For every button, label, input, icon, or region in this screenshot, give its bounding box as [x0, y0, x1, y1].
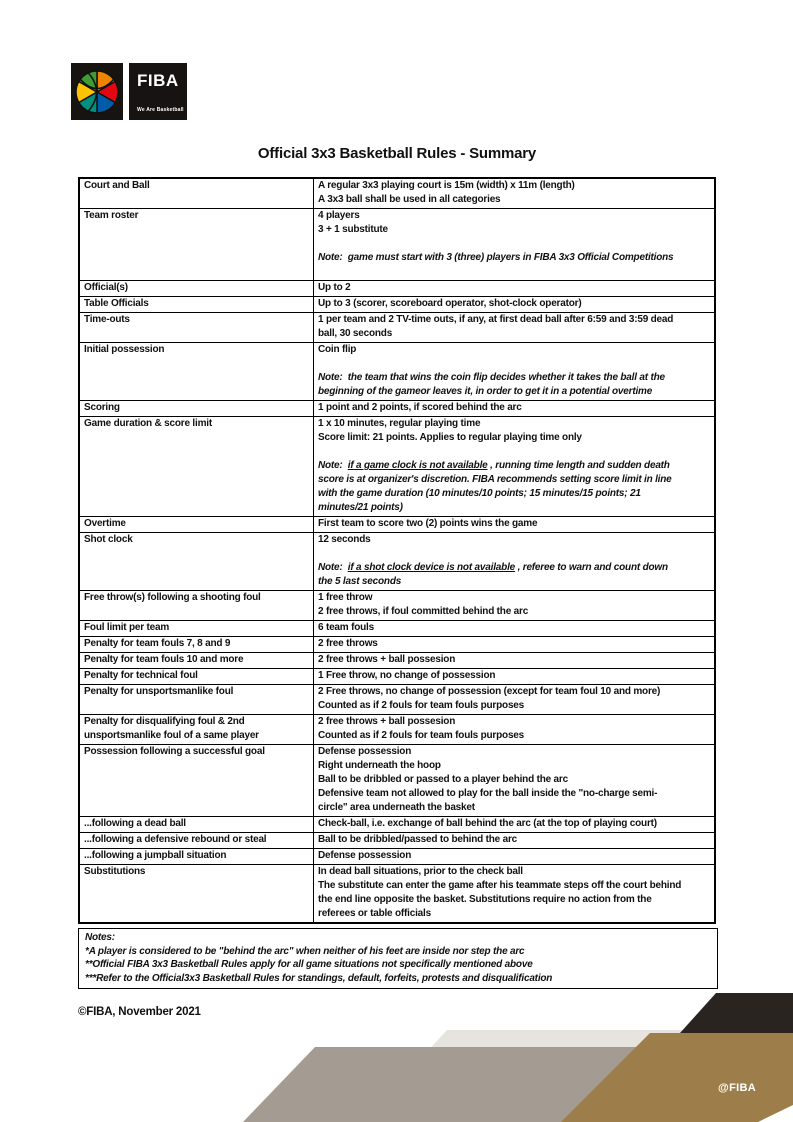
rule-text-line [318, 265, 710, 279]
rule-text-line: circle" area underneath the basket [318, 802, 475, 813]
table-row [79, 417, 715, 517]
rule-text-line: 2 free throws + ball possesion [318, 654, 456, 665]
page-title: Official 3x3 Basketball Rules - Summary [257, 145, 537, 162]
rule-value [314, 669, 716, 685]
table-row [79, 517, 715, 533]
notes-box [78, 928, 718, 989]
rule-text-line: A 3x3 ball shall be used in all categories [318, 194, 501, 205]
rule-label: Free throw(s) following a shooting foul [79, 591, 314, 621]
table-row [79, 297, 715, 313]
rule-text-line: First team to score two (2) points wins the game [318, 518, 538, 529]
fiba-logo-tagline: We Are Basketball [137, 107, 184, 113]
rule-label: Possession following a successful goal [79, 745, 314, 817]
rule-text-line: Note: if a game clock is not available , running time length and sudden death [318, 460, 670, 471]
rule-value [314, 685, 716, 715]
rule-value [314, 833, 716, 849]
rule-value [314, 533, 716, 591]
table-row [79, 343, 715, 401]
rule-label: Penalty for unsportsmanlike foul [79, 685, 314, 715]
table-row [79, 817, 715, 833]
footer-decoration [0, 990, 793, 1122]
rule-value [314, 209, 716, 281]
rule-value [314, 865, 716, 924]
rule-text-line: 4 players [318, 210, 360, 221]
rule-label: Penalty for team fouls 10 and more [79, 653, 314, 669]
rule-value [314, 849, 716, 865]
rule-text-line: Defensive team not allowed to play for the ball inside the "no-charge semi- [318, 788, 658, 799]
rule-text-line: the end line opposite the basket. Substitutions require no action from the [318, 894, 652, 905]
rule-text-line: Note: if a shot clock device is not available , referee to warn and count down [318, 562, 668, 573]
fiba-logo [71, 63, 187, 120]
table-row [79, 653, 715, 669]
rule-label: Game duration & score limit [79, 417, 314, 517]
rule-text-line [318, 445, 710, 459]
footer-black-shape [680, 993, 793, 1033]
table-row [79, 833, 715, 849]
rule-text-line: Note: the team that wins the coin flip decides whether it takes the ball at the [318, 372, 665, 383]
rule-label: Penalty for technical foul [79, 669, 314, 685]
rule-text-line [318, 547, 710, 561]
rule-text-line: The substitute can enter the game after his teammate steps off the court behind [318, 880, 682, 891]
rule-value [314, 653, 716, 669]
rule-text-line: score is at organizer's discretion. FIBA recommends setting score limit in line [318, 474, 672, 485]
rule-text-line: minutes/21 points) [318, 502, 403, 513]
rule-label: Substitutions [79, 865, 314, 924]
rule-text-line: referees or table officials [318, 908, 431, 919]
rule-value [314, 401, 716, 417]
table-row [79, 209, 715, 281]
fiba-handle: @FIBA [718, 1082, 756, 1094]
rule-value [314, 621, 716, 637]
rule-text-line: beginning of the gameor leaves it, in order to get it in a potential overtime [318, 386, 653, 397]
rule-label: Time-outs [79, 313, 314, 343]
rule-value [314, 297, 716, 313]
rule-text-line: 1 free throw [318, 592, 373, 603]
copyright-text: ©FIBA, November 2021 [78, 1006, 201, 1018]
rule-text-line: Ball to be dribbled/passed to behind the arc [318, 834, 518, 845]
rules-table [78, 177, 716, 924]
table-row [79, 685, 715, 715]
rule-value [314, 517, 716, 533]
rule-value [314, 637, 716, 653]
rule-label: Court and Ball [79, 178, 314, 209]
note-line: Notes: [85, 932, 115, 943]
rule-text-line: 2 free throws [318, 638, 378, 649]
rule-label: ...following a jumpball situation [79, 849, 314, 865]
rule-text-line: with the game duration (10 minutes/10 points; 15 minutes/15 points; 21 [318, 488, 641, 499]
rule-text-line [318, 237, 710, 251]
rule-value [314, 715, 716, 745]
rule-text-line: 1 x 10 minutes, regular playing time [318, 418, 481, 429]
fiba-logo-text: FIBA [137, 71, 179, 90]
rule-text-line: Counted as if 2 fouls for team fouls purposes [318, 730, 525, 741]
rule-text-line: the 5 last seconds [318, 576, 402, 587]
rule-label: Team roster [79, 209, 314, 281]
rule-text-line: Defense possession [318, 850, 412, 861]
rule-label: Penalty for disqualifying foul & 2nd unsportsmanlike foul of a same player [79, 715, 314, 745]
rule-text-line: A regular 3x3 playing court is 15m (width) x 11m (length) [318, 180, 575, 191]
rule-text-line: 6 team fouls [318, 622, 374, 633]
rule-value [314, 591, 716, 621]
rule-label: Penalty for team fouls 7, 8 and 9 [79, 637, 314, 653]
rule-text-line [318, 357, 710, 371]
rule-value [314, 817, 716, 833]
rules-table-body [79, 178, 715, 923]
rule-text-line: 2 Free throws, no change of possession (except for team foul 10 and more) [318, 686, 661, 697]
note-line: **Official FIBA 3x3 Basketball Rules apply for all game situations not specifically mentioned above [85, 959, 533, 970]
rule-text-line: 1 per team and 2 TV-time outs, if any, at first dead ball after 6:59 and 3:59 dead [318, 314, 674, 325]
rule-text-line: 12 seconds [318, 534, 371, 545]
rule-text-line: Note: game must start with 3 (three) players in FIBA 3x3 Official Competitions [318, 252, 674, 263]
rule-text-line: Coin flip [318, 344, 357, 355]
rule-text-line: Score limit: 21 points. Applies to regular playing time only [318, 432, 582, 443]
note-line: ***Refer to the Official3x3 Basketball Rules for standings, default, forfeits, protests and disqualification [85, 972, 553, 984]
rule-text-line: Up to 3 (scorer, scoreboard operator, shot-clock operator) [318, 298, 582, 309]
rule-value [314, 343, 716, 401]
table-row [79, 281, 715, 297]
rule-text-line: Check-ball, i.e. exchange of ball behind the arc (at the top of playing court) [318, 818, 657, 829]
rule-label: Overtime [79, 517, 314, 533]
table-row [79, 637, 715, 653]
rule-text-line: 2 free throws, if foul committed behind the arc [318, 606, 529, 617]
rule-value [314, 313, 716, 343]
note-line: *A player is considered to be "behind the arc" when neither of his feet are inside nor step the arc [85, 945, 525, 957]
table-row [79, 401, 715, 417]
rule-text-line: ball, 30 seconds [318, 328, 393, 339]
rule-label: Initial possession [79, 343, 314, 401]
rule-label: Shot clock [79, 533, 314, 591]
rule-text-line: 1 point and 2 points, if scored behind the arc [318, 402, 522, 413]
rule-label: Table Officials [79, 297, 314, 313]
table-row [79, 591, 715, 621]
rule-text-line: 1 Free throw, no change of possession [318, 670, 496, 681]
rule-text-line: Ball to be dribbled or passed to a player behind the arc [318, 774, 568, 785]
rule-label: Scoring [79, 401, 314, 417]
table-row [79, 621, 715, 637]
rule-text-line: 2 free throws + ball possesion [318, 716, 456, 727]
rule-label: Official(s) [79, 281, 314, 297]
table-row [79, 178, 715, 209]
rule-value [314, 745, 716, 817]
rule-text-line: Up to 2 [318, 282, 351, 293]
table-row [79, 669, 715, 685]
rule-text-line: In dead ball situations, prior to the check ball [318, 866, 523, 877]
fiba-wordmark [129, 63, 187, 120]
rule-text-line: Defense possession [318, 746, 412, 757]
fiba-globe-icon [71, 63, 123, 120]
rule-label: Foul limit per team [79, 621, 314, 637]
rule-text-line: Counted as if 2 fouls for team fouls purposes [318, 700, 525, 711]
table-row [79, 865, 715, 924]
rule-value [314, 417, 716, 517]
rule-label: ...following a defensive rebound or steal [79, 833, 314, 849]
table-row [79, 715, 715, 745]
rule-value [314, 281, 716, 297]
rule-text-line: 3 + 1 substitute [318, 224, 388, 235]
table-row [79, 533, 715, 591]
table-row [79, 745, 715, 817]
rule-value [314, 178, 716, 209]
rule-text-line: Right underneath the hoop [318, 760, 441, 771]
rule-label: ...following a dead ball [79, 817, 314, 833]
table-row [79, 313, 715, 343]
table-row [79, 849, 715, 865]
